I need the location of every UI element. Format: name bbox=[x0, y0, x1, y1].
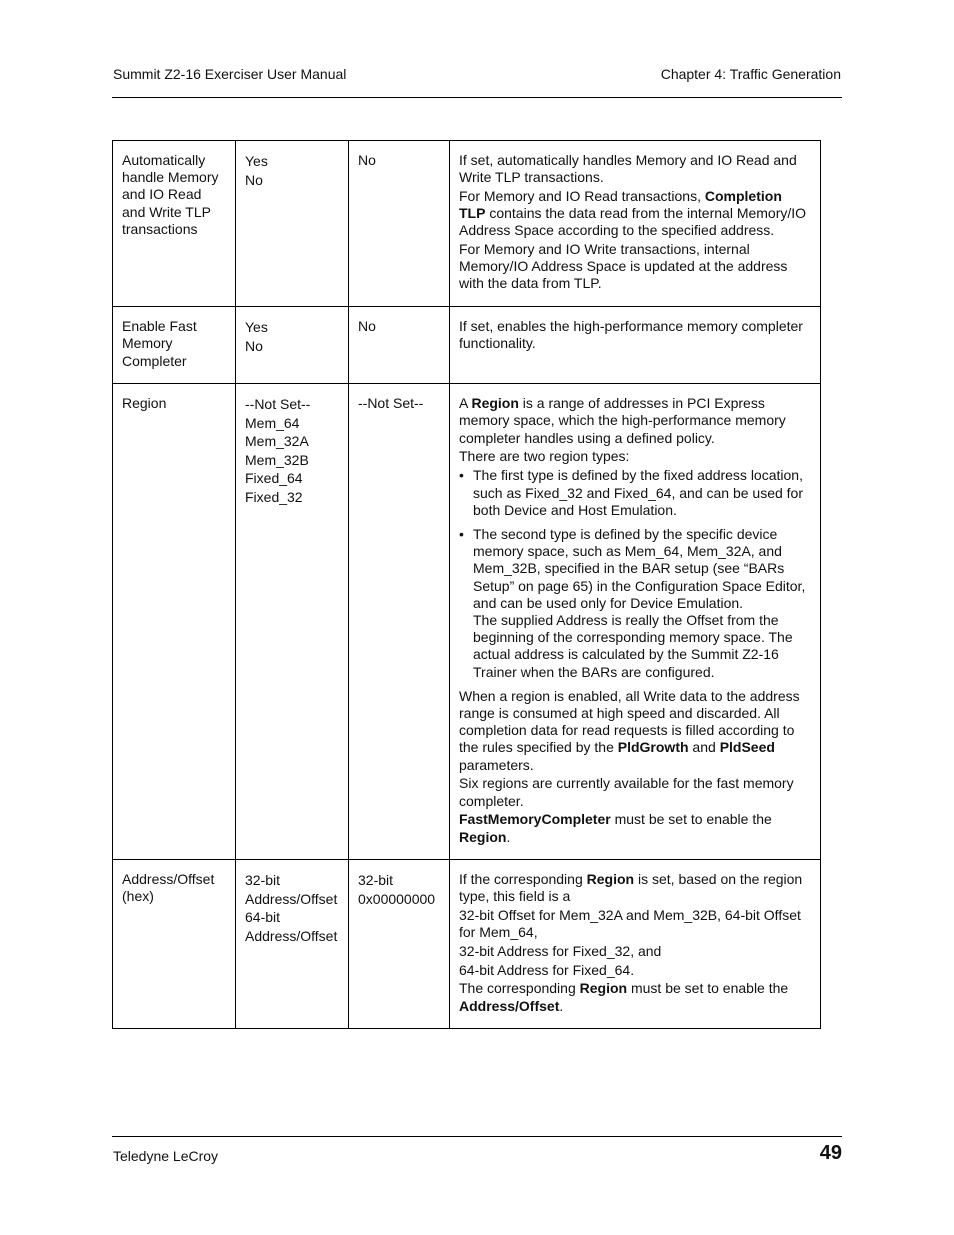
description-paragraph bbox=[459, 980, 812, 1014]
value-option: Mem_32B bbox=[245, 451, 309, 468]
bullet-icon: • bbox=[459, 526, 464, 543]
value-option: Mem_32A bbox=[245, 433, 309, 450]
value-option: Fixed_32 bbox=[245, 488, 303, 505]
text-run: . bbox=[559, 997, 564, 1014]
bold-term: Completion TLP bbox=[459, 187, 782, 222]
bold-term: Region bbox=[586, 871, 635, 888]
bullet-text: The first type is defined by the fixed address location, such as Fixed_32 and Fixed_64, and can be used for both Device and Host Emulation. bbox=[473, 467, 803, 518]
parameter-name: Enable Fast Memory Completer bbox=[122, 318, 197, 369]
text-run: A bbox=[459, 395, 472, 412]
table-row bbox=[113, 307, 821, 384]
parameter-name-cell bbox=[113, 384, 236, 860]
text-run: must be set to enable the bbox=[610, 811, 772, 828]
text-run: and bbox=[688, 739, 720, 756]
bold-term: PldSeed bbox=[719, 739, 775, 756]
description-paragraph bbox=[459, 395, 812, 447]
default-value: 0x00000000 bbox=[358, 890, 436, 907]
parameter-name: Address/Offset (hex) bbox=[122, 871, 215, 905]
description-paragraph bbox=[459, 811, 812, 845]
description-paragraph: 32-bit Address for Fixed_32, and bbox=[459, 943, 662, 960]
table-row bbox=[113, 860, 821, 1029]
parameter-name-cell bbox=[113, 141, 236, 307]
text-run: If the corresponding bbox=[459, 871, 587, 888]
value-option: 32-bit Address/Offset bbox=[245, 872, 338, 907]
bold-term: PldGrowth bbox=[617, 739, 689, 756]
bold-term: Region bbox=[459, 828, 507, 845]
bold-term: FastMemoryCompleter bbox=[459, 811, 611, 828]
description-paragraph: For Memory and IO Write transactions, internal Memory/IO Address Space is updated at the address with the data from TLP. bbox=[459, 241, 788, 292]
text-run: parameters. bbox=[459, 756, 534, 773]
header-rule bbox=[112, 97, 842, 98]
description-paragraph: If set, enables the high-performance memory completer functionality. bbox=[459, 318, 803, 352]
description-paragraph: There are two region types: bbox=[459, 448, 630, 465]
description-paragraph: Six regions are currently available for the fast memory completer. bbox=[459, 775, 794, 809]
text-run: . bbox=[506, 828, 511, 845]
value-option: 64-bit Address/Offset bbox=[245, 909, 338, 944]
bullet-text: The second type is defined by the specific device memory space, such as Mem_64, Mem_32A, and Mem_32B, specified in the BAR setup (see “BARs Setup” on page 65) in the Configuration Space Editor, and can be used only for Device Emulation. bbox=[473, 526, 806, 611]
value-option: No bbox=[245, 171, 263, 188]
text-run: must be set to enable the bbox=[627, 980, 789, 997]
page-number: 49 bbox=[819, 1142, 842, 1164]
default-value: --Not Set-- bbox=[358, 395, 424, 412]
description-cell bbox=[450, 860, 821, 1029]
running-header-title: Summit Z2-16 Exerciser User Manual bbox=[113, 66, 347, 82]
bold-term: Region bbox=[471, 395, 519, 412]
default-value: No bbox=[358, 318, 376, 335]
values-cell bbox=[236, 860, 349, 1029]
description-paragraph: 64-bit Address for Fixed_64. bbox=[459, 961, 635, 978]
description-cell bbox=[450, 141, 821, 307]
description-paragraph: If set, automatically handles Memory and IO Read and Write TLP transactions. bbox=[459, 152, 797, 186]
parameter-name-cell bbox=[113, 307, 236, 384]
bullet-continuation: The supplied Address is really the Offset from the beginning of the corresponding memory space. The actual address is calculated by the Summit Z2-16 Trainer when the BARs are configured. bbox=[473, 612, 793, 680]
parameter-table bbox=[112, 140, 821, 1029]
bullet-item bbox=[459, 467, 812, 519]
description-paragraph: 32-bit Offset for Mem_32A and Mem_32B, 64-bit Offset for Mem_64, bbox=[459, 907, 801, 941]
text-run: For Memory and IO Read transactions, bbox=[459, 187, 705, 204]
text-run: The corresponding bbox=[459, 980, 580, 997]
text-run: is a range of addresses in PCI Express memory space, which the high-performance memory completer handles using a defined policy. bbox=[459, 395, 786, 446]
bold-term: Region bbox=[579, 980, 628, 997]
table-row bbox=[113, 384, 821, 860]
text-run: When a region is enabled, all Write data to the address range is consumed at high speed and discarded. All completion data for read requests is filled according to the rules specified by the bbox=[459, 687, 800, 756]
value-option: Fixed_64 bbox=[245, 470, 303, 487]
values-cell bbox=[236, 141, 349, 307]
values-cell bbox=[236, 384, 349, 860]
bullet-item bbox=[459, 526, 812, 681]
bullet-icon: • bbox=[459, 467, 464, 484]
value-option: Yes bbox=[245, 153, 268, 169]
values-cell bbox=[236, 307, 349, 384]
value-option: Yes bbox=[245, 319, 268, 336]
value-option: --Not Set-- bbox=[245, 396, 311, 413]
parameter-name: Automatically handle Memory and IO Read and Write TLP transactions bbox=[122, 152, 219, 237]
description-paragraph bbox=[459, 188, 812, 240]
description-cell bbox=[450, 307, 821, 384]
text-run: is set, based on the region type, this field is a bbox=[459, 871, 803, 905]
default-cell bbox=[349, 307, 450, 384]
table-row bbox=[113, 141, 821, 307]
description-cell bbox=[450, 384, 821, 860]
value-option: Mem_64 bbox=[245, 414, 300, 431]
description-paragraph bbox=[459, 688, 812, 774]
description-paragraph bbox=[459, 871, 812, 905]
default-cell bbox=[349, 384, 450, 860]
bold-term: Address/Offset bbox=[459, 997, 560, 1014]
footer-rule bbox=[112, 1136, 842, 1137]
parameter-name: Region bbox=[122, 395, 167, 412]
text-run: contains the data read from the internal Memory/IO Address Space according to the specified address. bbox=[459, 205, 807, 239]
running-header-chapter: Chapter 4: Traffic Generation bbox=[660, 66, 841, 82]
value-option: No bbox=[245, 337, 263, 354]
footer-company: Teledyne LeCroy bbox=[113, 1148, 219, 1164]
default-cell bbox=[349, 860, 450, 1029]
parameter-name-cell bbox=[113, 860, 236, 1029]
default-value: 32-bit bbox=[358, 872, 394, 889]
default-cell bbox=[349, 141, 450, 307]
default-value: No bbox=[358, 152, 376, 168]
